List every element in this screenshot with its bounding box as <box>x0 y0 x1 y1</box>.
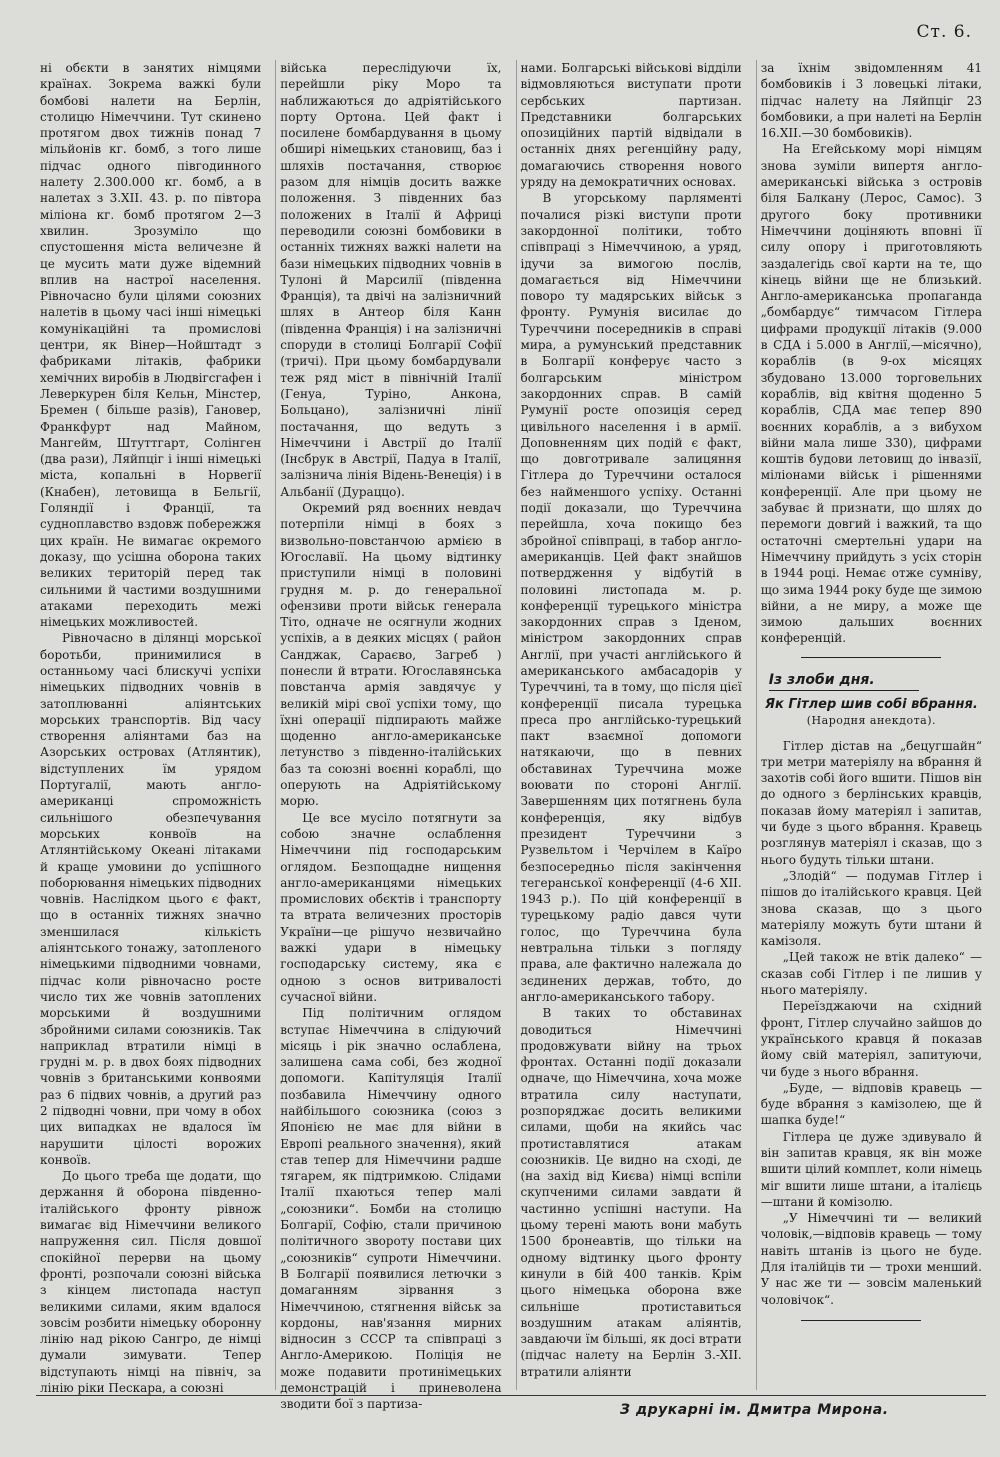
article-subtitle: (Народня анекдота). <box>806 714 936 728</box>
column-4 <box>756 60 986 1390</box>
paragraph: нами. Болгарські військові відділи відмовляються виступати проти сербських партизан. Представники болгарських опозиційних партій відвідали в останніх днях регенційну раду, домагаючись створення нового уряду на демократичних основах. <box>520 61 742 190</box>
paragraph: До цього треба ще додати, що держання й оборона південно-італійського фронту рівнож вимагає від Німеччини великого напруження сил. Після довшої спокійної перерви на цьому фронті, розпочали союзні війська з кінцем листопада наступ великими силами, яким вдалося зовсім розбити німецьку оборонну лінію над рікою Сангро, де німці думали зимувати. Тепер відступають німці на північ, за лінію ріки Пескара, а союзні <box>40 1169 262 1396</box>
paragraph: Це все мусіло потягнути за собою значне ослаблення Німеччини під господарським оглядом. Безпощадне нищення англо-американцями німецьких промислових обєктів і транспорту та втрата величезних просторів України—це рішучо незвичайно важкі удари в німецьку господарську систему, яка є одною з основ витривалості сучасної війни. <box>280 810 502 1004</box>
footer-rule <box>36 1395 986 1396</box>
column-3 <box>516 60 746 1390</box>
story-paragraph: „У Німеччині ти — великий чоловік,—відповів кравець — тому навіть штанів із цього не буде. Для італійців ти — трохи менший. У нас же ти — зовсім маленький чоловічок“. <box>760 1211 982 1307</box>
paragraph: Під політичним оглядом вступає Німеччина в слідуючий місяць і рік значно ослаблена, залишена сама собі, без жодної допомоги. Капітуляція Італії позбавила Німеччину одного найбільшого союзника (союз з Японією не має для війни в Европі реального значення), який став тепер для Німеччини радше тягарем, як підтримкою. Слідами Італії пхаються тепер малі „союзники“. Бомби на столицю Болгарії, Софію, стали причиною політичного звороту постави цих „союзників“ супроти Німеччини. В Болгарії появилися летючки з домаганням зірвання з Німеччиною, стягнення військ за кордоны, нав'язання мирних відносин з СССР та співпраці з Англо-Америкою. Поліція не може подавити протинімецьких демонстрацій і приневолена зводити бої з партиза- <box>280 1006 502 1412</box>
story-paragraph: Переїзджаючи на східний фронт, Гітлер случайно зайшов до українського кравця й показав йому свій матеріял, запитуючи, чи буде з нього вбрання. <box>760 999 982 1079</box>
page-number: Ст. 6. <box>916 22 972 42</box>
printer-imprint: З друкарні ім. Дмитра Мирона. <box>620 1402 889 1418</box>
story-paragraph: Гітлер дістав на „бецугшайн“ три метри матеріялу на вбрання й захотів собі його вшити. Пішов він до одного з берлінських кравців, показав йому матеріял і запитав, чи буде з цього вбрання. Кравець розглянув матеріял і сказав, що з нього будуть тільки штани. <box>760 738 982 867</box>
paragraph: Рівночасно в ділянці морської боротьби, принимилися в останньому часі блискучі успіхи німецьких підводних човнів в затоплюванні аліянтських морських транспортів. Від часу створення аліянтами баз на Азорських островах (Атлянтик), відступлених їм урядом Португалії, мають англо-американці спроможність сильнішого обезпечування морських конвоїв на Атлянтійському Океані літаками й краще умовини до успішного поборювання німецьких підводних човнів. Наслідком цього є факт, що в останніх тижнях значно зменшилася кількість аліянтського тонажу, затопленого німецькими підводними човнами, підчас коли рівночасно росте число тих же човнів затоплених морськими й воздушними збройними силами союзників. Так наприклад втратили німці в грудні м. р. в двох боях підводних човнів з британськими конвоями раз 6 підвих човнів, а другий раз 2 підводні човни, при чому в обох цих випадках не вдалося їм нарушити цілості ворожих конвоїв. <box>40 631 262 1167</box>
section-divider <box>801 657 941 658</box>
story-paragraph: Гітлера це дуже здивувало й він запитав кравця, як він може вшити цілий комплет, коли німець міг вшити лише штани, а італієць—штани й комізолю. <box>760 1129 982 1209</box>
closing-rule <box>801 1320 921 1321</box>
story-paragraph: „Буде, — відповів кравець — буде вбрання з камізолею, ще й шапка буде!“ <box>760 1080 982 1128</box>
story-paragraph: „Цей також не втік далеко“ — сказав собі Гітлер і пе лишив у нього матеріялу. <box>760 950 982 998</box>
column-2 <box>275 60 505 1412</box>
paragraph: На Егейському морі німцям знова зуміли випертя англо-американські війська з островів біля Балкану (Лерос, Самос). З другого боку противники Німеччини доціняють вповні її силу опору і приготовляють заздалегідь свої карти на те, що кінець війни ще не близький. Англо-американська пропаганда „бомбардує“ тимчасом Гітлера цифрами продукції літаків (9.000 в СДА і 5.000 в Англії,—місячно), кораблів (в 9-ох місяцях збудовано 13.000 торговельних кораблів, від квітня щоденно 5 кораблів, СДА має тепер 890 воєнних кораблів, а з вибухом війни мала лише 330), цифрами коштів будови летовищ до інвазії, міліонами військ і рішеннями конференції. Але при цьому не забуває й признати, що шлях до перемоги довгий і важкий, та що остаточні смертельні удари на Німеччину прийдуть з усіх сторін в 1944 році. Немає отже сумніву, що зима 1944 року буде ще зимою війни, а не миру, а може ще зимою дальших воєнних конференцій. <box>760 142 982 646</box>
paragraph: ні обєкти в занятих німцями країнах. Зокрема важкі були бомбові налети на Берлін, столицю Німеччини. Тут скинено протягом двох тижнів понад 7 мільйонів кг. бомб, з того лише підчас одного півгодинного налету 2.300.000 кг. бомб, а в налетах з 3.ХІІ. 43. р. по півтора міліона кг. бомб протягом 2—3 хвилин. Зрозуміло що спустошення міста величезне й це мусить мати дуже відемний вплив на настрої населення. Рівночасно були цілями союзних налетів в цьому часі інші німецькі комунікаційні та промислові центри, як Вінер—Нойштадт з фабриками літаків, фабрики хемічних виробів в Людвігсгафен і Леверкурен біля Кельн, Мінстер, Бремен ( більше разів), Гановер, Франкфурт над Майном, Мангейм, Штуттгарт, Солінген (два рази), Ляйпціг і інші німецькі міста, копальні в Норвегії (Кнабен), летовища в Бельгії, Голяндії і Франції, та судноплавство вздовж побережжя цих країн. Не вимагає окремого доказу, що усішна оборона таких великих територій перед так сильними й частими воздушними атаками переходить межі німецьких можливостей. <box>40 61 262 630</box>
paragraph: війська переслідуючи їх, перейшли ріку Моро та наближаються до адріятійського порту Ортона. Цей факт і посилене бомбардування в цьому обширі німецьких становищ, баз і шляхів постачання, створює разом для німців досить важке положення. З південних баз положених в Італії й Африці переводили союзні бомбовики в останніх тижнях важкі налети на бази німецьких підводних човнів в Тулоні й Марсилії (південна Франція), та двічі на залізничний шлях в Антеор біля Канн (південна Франція) і на залізничні споруди в столиці Болгарії Софії (тричі). При цьому бомбардували теж ряд міст в північній Італії (Генуа, Туріно, Анкона, Больцано), залізничні лінії постачання, що ведуть з Німеччини і Австрії до Італії (Інсбрук в Австрії, Падуа в Італії, залізнича лінія Відень-Венеція) і в Альбанії (Дураццо). <box>280 61 502 499</box>
story-paragraph: „Злодій“ — подумав Гітлер і пішов до італійського кравця. Цей знова сказав, що з цього матеріялу можуть бути штани й камізоля. <box>760 868 982 949</box>
article-title: Як Гітлер шив собі вбрання. <box>764 696 978 712</box>
paragraph: Окремий ряд воєнних невдач потерпіли німці в боях з визвольно-повстанчою армією в Югославії. На цьому відтинку приступили німці в половині грудня м. р. до генеральної офензиви проти військ генерала Тіто, одначе не осягнули жодних успіхів, а в деяких місцях ( район Санджак, Сараєво, Загреб ) понесли й втрати. Югославянська повстанча армія завдячує у великій мірі свої успіхи тому, що їхні операції підпирають майже щоденно англо-американське летунство з південно-італійських баз та союзні воєнні кораблі, що оперують на Адріятійському морю. <box>280 501 502 809</box>
paragraph: за їхнім звідомленням 41 бомбовиків і 3 ловецькі літаки, підчас налету на Ляйпціг 23 бомбовики, а при налеті на Берлін 16.ХІІ.—30 бомбовиків). <box>760 61 982 141</box>
column-1 <box>36 60 265 1396</box>
paragraph: В угорському парляменті почалися різкі виступи проти закордонної політики, тобто співпраці з Німеччиною, а уряд, ідучи за вимогою послів, домагається від Німеччини поворо ту мадярських військ з фронту. Румунія висилає до Туреччини посередників в справі мира, а румунський представник в Болгарії конферує часто з болгарським міністром закордонних справ. В самій Румунії росте опозиція серед цивільного населення і в армії. Доповненням цих подій є факт, що довготривале залицяння Гітлера до Туреччини осталося без найменшого успіху. Останні події доказали, що Туреччина перейшла, хоча покищо без збройної співпраці, в табор англо-американців. Цей факт знайшов потвердження у відбутій в половині листопада м. р. конференції турецького міністра закордонних справ з Іденом, міністром закордонних справ Англії, при участі англійського й американського амбасадорів у Туреччині, та в тому, що після цієї конференції писала турецька преса про англійсько-турецький пакт взаємної допомоги натякаючи, що в певних обставинах Туреччина може воювати по стороні Англії. Завершенням цих потягнень була конференція, яку відбув президент Туреччини з Рузвельтом і Черчілем в Каїро безпосередньо після закінчення тегеранської конференції (4-6 ХІІ. 1943 р.). По цій конференції в турецькому радіо дався чути голос, що Туреччина була невтральна тільки з погляду права, але фактично належала до зєдинених держав, тобто, до англо-американського табору. <box>520 191 742 1004</box>
paragraph: В таких то обставинах доводиться Німеччині продовжувати війну на трьох фронтах. Останні події доказали одначе, що Німеччина, хоча може втратила силу наступати, розпоряджає досить великими силами, щоби на якийсь час протиставлятися атакам союзників. Це видно на сході, де (на захід від Києва) німці вспіли скупченими силами завдати й частинно успішні наступи. На цьому терені мають вони мабуть 1500 бронеавтів, що тільки на одному відтинку цього фронту кинули в бій 400 танків. Крім цього німецька оборона вже сильніше протиставиться воздушним атакам аліянтів, завдаючи їм більші, як досі втрати (підчас налету на Берлін 3.-ХІІ. втратили аліянти <box>520 1006 742 1379</box>
section-title: Із злоби дня. <box>769 672 919 691</box>
